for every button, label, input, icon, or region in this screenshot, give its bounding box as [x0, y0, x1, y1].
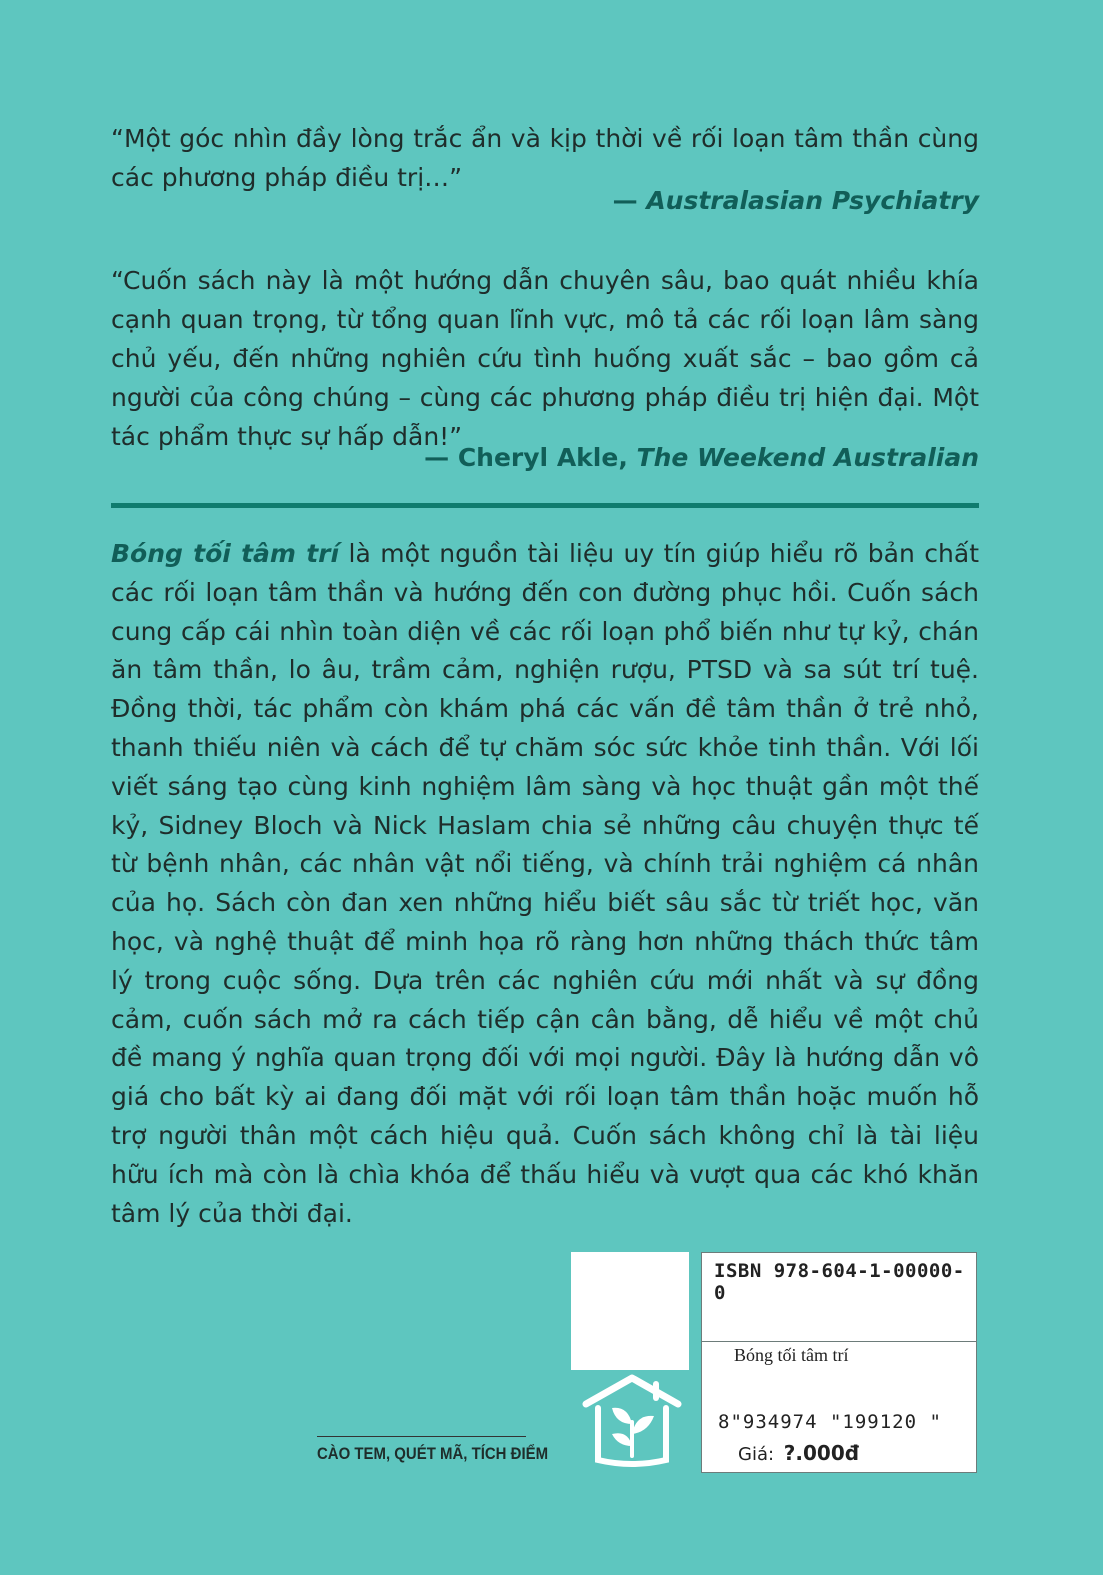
- scratch-label: CÀO TEM, QUÉT MÃ, TÍCH ĐIỂM: [317, 1444, 549, 1463]
- price-value: ?.000đ: [783, 1441, 860, 1465]
- attribution-dash: —: [612, 186, 647, 215]
- attribution-source: Australasian Psychiatry: [646, 186, 979, 215]
- description-body: là một nguồn tài liệu uy tín giúp hiểu rõ bản chất các rối loạn tâm thần và hướng đến con đường phục hồi. Cuốn sách cung cấp cái nhìn toàn diện về các rối loạn phổ biến như tự kỷ, chán ăn tâm thần, lo âu, trầm cảm, nghiện rượu, PTSD và sa sút trí tuệ. Đồng thời, tác phẩm còn khám phá các vấn đề tâm thần ở trẻ nhỏ, thanh thiếu niên và cách để tự chăm sóc sức khỏe tinh thần. Với lối viết sáng tạo cùng kinh nghiệm lâm sàng và học thuật gần một thế kỷ, Sidney Bloch và Nick Haslam chia sẻ những câu chuyện thực tế từ bệnh nhân, các nhân vật nổi tiếng, và chính trải nghiệm cá nhân của họ. Sách còn đan xen những hiểu biết sâu sắc từ triết học, văn học, và nghệ thuật để minh họa rõ ràng hơn những thách thức tâm lý trong cuộc sống. Dựa trên các nghiên cứu mới nhất và sự đồng cảm, cuốn sách mở ra cách tiếp cận cân bằng, dễ hiểu về một chủ đề mang ý nghĩa quan trọng đối với mọi người. Đây là hướng dẫn vô giá cho bất kỳ ai đang đối mặt với rối loạn tâm thần hoặc muốn hỗ trợ người thân một cách hiệu quả. Cuốn sách không chỉ là tài liệu hữu ích mà còn là chìa khóa để thấu hiểu và vượt qua các khó khăn tâm lý của thời đại.: [111, 539, 979, 1228]
- scratch-underline: [317, 1436, 526, 1437]
- attribution-source: The Weekend Australian: [636, 443, 979, 472]
- barcode-panel: [701, 1252, 977, 1473]
- barcode-book-name: Bóng tối tâm trí: [734, 1345, 849, 1365]
- price-label: Giá:: [738, 1444, 775, 1465]
- price-row: [738, 1441, 859, 1465]
- quote-2-attribution: [424, 443, 979, 472]
- attribution-author: Cheryl Akle,: [457, 443, 637, 472]
- barcode-digits: 8"934974 "199120 ": [718, 1411, 942, 1433]
- isbn-label: ISBN 978-604-1-00000-0: [714, 1260, 965, 1304]
- sticker-placeholder: [571, 1252, 689, 1370]
- house-leaf-logo-icon: [580, 1374, 684, 1470]
- quote-1-attribution: [613, 186, 979, 215]
- quote-1-text: “Một góc nhìn đầy lòng trắc ẩn và kịp thời về rối loạn tâm thần cùng các phương pháp điều trị…”: [111, 124, 979, 192]
- quote-2: [111, 261, 979, 456]
- barcode-divider: [702, 1341, 976, 1342]
- section-divider: [111, 503, 979, 508]
- quote-2-text: “Cuốn sách này là một hướng dẫn chuyên sâu, bao quát nhiều khía cạnh quan trọng, từ tổng quan lĩnh vực, mô tả các rối loạn lâm sàng chủ yếu, đến những nghiên cứu tình huống xuất sắc – bao gồm cả người của công chúng – cùng các phương pháp điều trị hiện đại. Một tác phẩm thực sự hấp dẫn!”: [111, 266, 979, 451]
- book-description: [111, 535, 979, 1233]
- attribution-dash: —: [424, 443, 458, 472]
- book-title: Bóng tối tâm trí: [111, 539, 340, 568]
